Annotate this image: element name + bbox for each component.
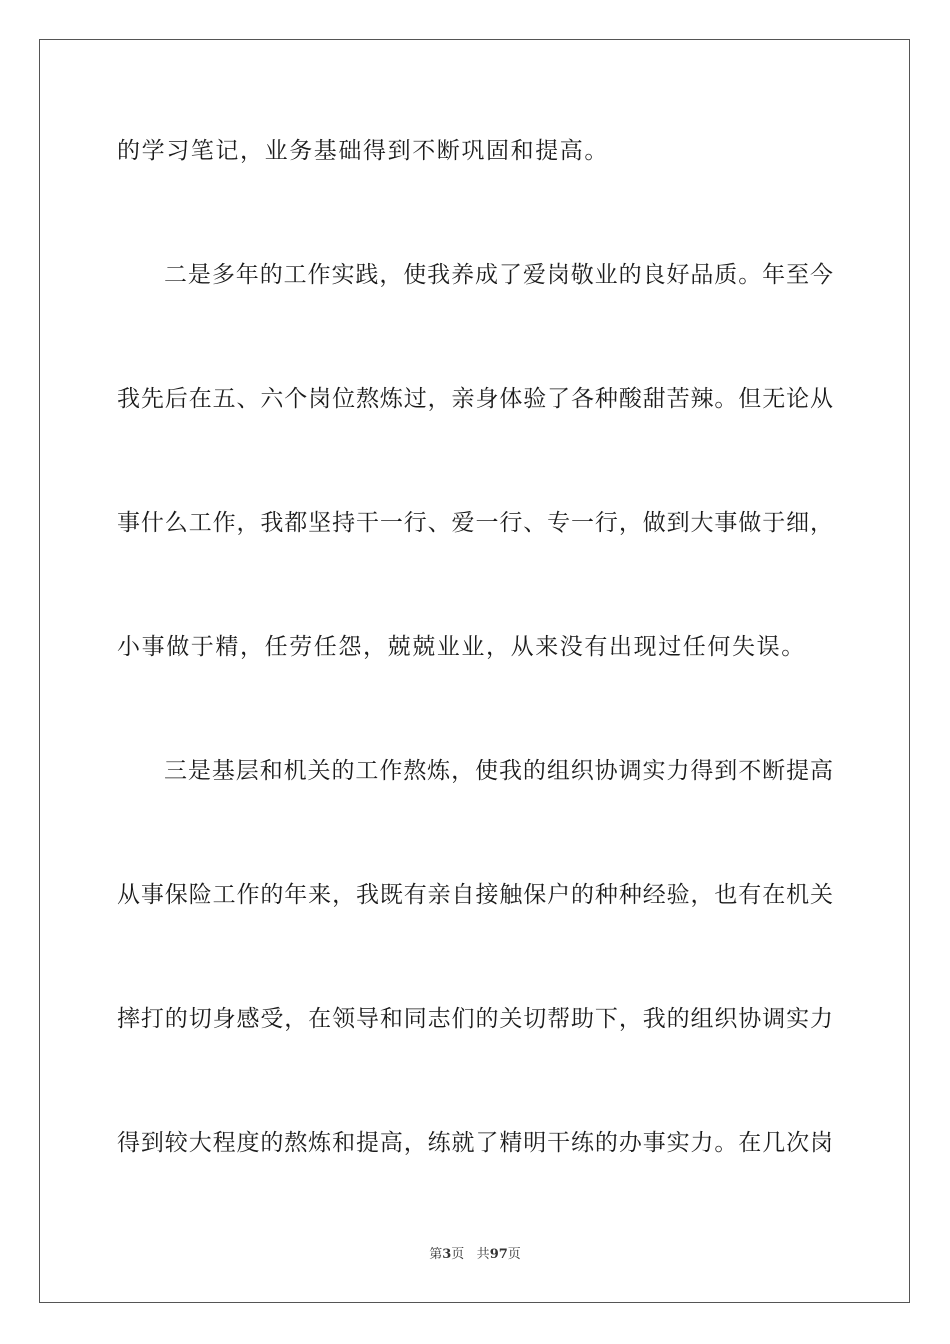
body-text-line: 摔打的切身感受，在领导和同志们的关切帮助下，我的组织协调实力	[117, 1006, 833, 1032]
page-border	[39, 39, 910, 1303]
page-prefix: 第	[429, 1247, 443, 1262]
total-prefix: 共	[476, 1247, 490, 1262]
total-suffix: 页	[507, 1247, 521, 1262]
body-text-line: 的学习笔记，业务基础得到不断巩固和提高。	[117, 138, 609, 164]
page-number: 3	[442, 1247, 452, 1262]
body-text-line: 我先后在五、六个岗位熬炼过，亲身体验了各种酸甜苦辣。但无论从	[117, 386, 833, 412]
body-text-line: 三是基层和机关的工作熬炼，使我的组织协调实力得到不断提高	[164, 758, 833, 784]
body-text-line: 得到较大程度的熬炼和提高，练就了精明干练的办事实力。在几次岗	[117, 1130, 833, 1156]
total-pages: 97	[489, 1247, 508, 1262]
body-text-line: 事什么工作，我都坚持干一行、爱一行、专一行，做到大事做于细，	[117, 510, 833, 536]
page-suffix: 页	[451, 1247, 465, 1262]
page-footer	[0, 1246, 950, 1264]
body-text-line: 从事保险工作的年来，我既有亲自接触保户的种种经验，也有在机关	[117, 882, 833, 908]
body-text-line: 二是多年的工作实践，使我养成了爱岗敬业的良好品质。年至今	[164, 262, 833, 288]
body-text-line: 小事做于精，任劳任怨，兢兢业业，从来没有出现过任何失误。	[117, 634, 806, 660]
